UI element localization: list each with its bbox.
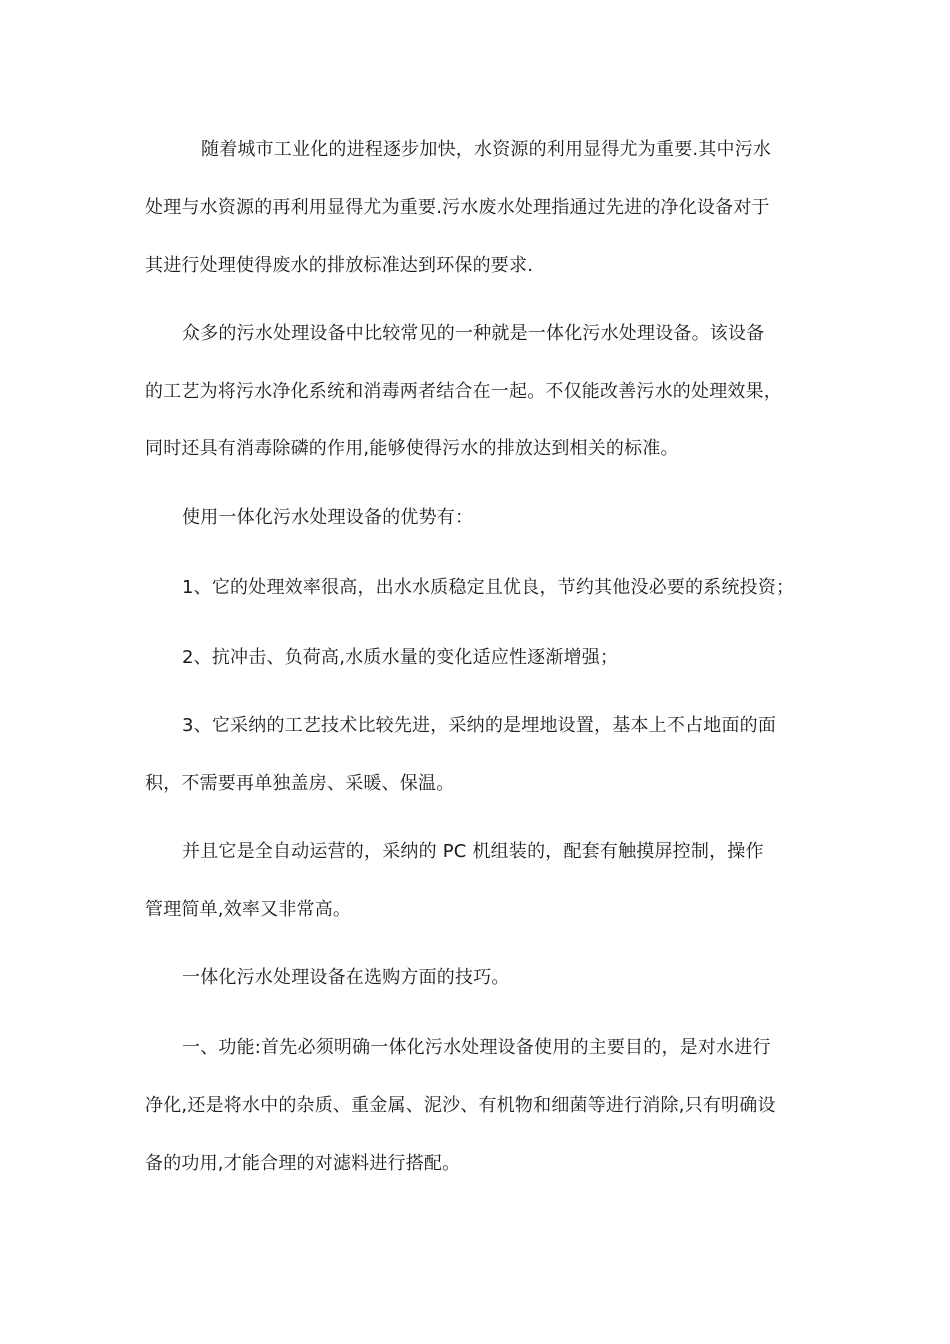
paragraph-3-line-1: 使用一体化污水处理设备的优势有： <box>182 507 474 528</box>
paragraph-1-line-3: 其进行处理使得废水的排放标准达到环保的要求. <box>145 255 534 276</box>
list-item-3-line-2: 积，不需要再单独盖房、采暖、保温。 <box>145 773 455 794</box>
paragraph-6-line-1: 一、功能:首先必须明确一体化污水处理设备使用的主要目的，是对水进行 <box>182 1037 771 1058</box>
list-item-1: 1、它的处理效率很高，出水水质稳定且优良，节约其他没必要的系统投资； <box>182 577 795 598</box>
paragraph-1-line-2: 处理与水资源的再利用显得尤为重要.污水废水处理指通过先进的净化设备对于 <box>145 197 770 218</box>
paragraph-2-line-2: 的工艺为将污水净化系统和消毒两者结合在一起。不仅能改善污水的处理效果， <box>145 381 782 402</box>
paragraph-1-line-1: 随着城市工业化的进程逐步加快，水资源的利用显得尤为重要.其中污水 <box>201 139 772 160</box>
list-item-3-line-1: 3、它采纳的工艺技术比较先进，采纳的是埋地设置，基本上不占地面的面 <box>182 715 777 736</box>
paragraph-2-line-3: 同时还具有消毒除磷的作用,能够使得污水的排放达到相关的标准。 <box>145 438 679 459</box>
paragraph-6-line-3: 备的功用,才能合理的对滤料进行搭配。 <box>145 1153 461 1174</box>
paragraph-2-line-1: 众多的污水处理设备中比较常见的一种就是一体化污水处理设备。该设备 <box>182 323 765 344</box>
paragraph-4-line-1: 并且它是全自动运营的，采纳的 PC 机组装的，配套有触摸屏控制，操作 <box>182 841 764 862</box>
paragraph-6-line-2: 净化,还是将水中的杂质、重金属、泥沙、有机物和细菌等进行消除,只有明确设 <box>145 1095 776 1116</box>
list-item-2: 2、抗冲击、负荷高,水质水量的变化适应性逐渐增强； <box>182 647 619 668</box>
paragraph-4-line-2: 管理简单,效率又非常高。 <box>145 899 352 920</box>
paragraph-5-line-1: 一体化污水处理设备在选购方面的技巧。 <box>182 967 510 988</box>
